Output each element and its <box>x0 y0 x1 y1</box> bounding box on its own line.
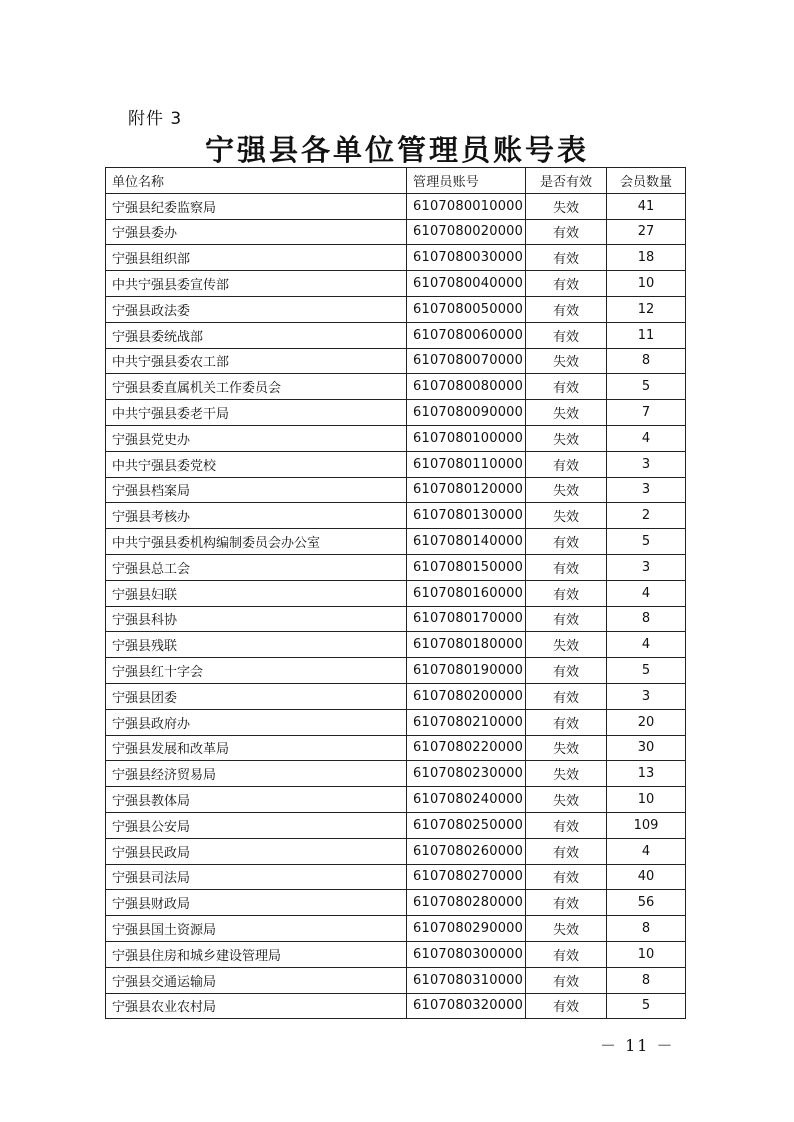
cell-member-count: 3 <box>607 477 686 503</box>
cell-unit-name: 宁强县红十字会 <box>106 658 407 684</box>
table-row <box>106 967 686 993</box>
cell-validity: 有效 <box>526 219 607 245</box>
cell-member-count: 10 <box>607 271 686 297</box>
cell-validity: 有效 <box>526 838 607 864</box>
cell-admin-account: 6107080130000 <box>407 503 526 529</box>
accounts-table <box>105 167 686 1019</box>
cell-validity: 失效 <box>526 761 607 787</box>
cell-validity: 有效 <box>526 890 607 916</box>
cell-validity: 失效 <box>526 632 607 658</box>
cell-member-count: 4 <box>607 838 686 864</box>
table-row <box>106 787 686 813</box>
cell-admin-account: 6107080200000 <box>407 683 526 709</box>
cell-unit-name: 宁强县考核办 <box>106 503 407 529</box>
cell-unit-name: 宁强县国土资源局 <box>106 916 407 942</box>
cell-validity: 有效 <box>526 993 607 1019</box>
cell-member-count: 8 <box>607 967 686 993</box>
cell-member-count: 5 <box>607 374 686 400</box>
cell-unit-name: 宁强县团委 <box>106 683 407 709</box>
table-row <box>106 890 686 916</box>
cell-admin-account: 6107080060000 <box>407 322 526 348</box>
table-row <box>106 735 686 761</box>
column-header-unit-name: 单位名称 <box>106 168 407 194</box>
cell-unit-name: 宁强县经济贸易局 <box>106 761 407 787</box>
cell-validity: 有效 <box>526 529 607 555</box>
cell-unit-name: 中共宁强县委农工部 <box>106 348 407 374</box>
cell-validity: 有效 <box>526 658 607 684</box>
table-row <box>106 271 686 297</box>
cell-member-count: 4 <box>607 425 686 451</box>
column-header-account: 管理员账号 <box>407 168 526 194</box>
table-row <box>106 632 686 658</box>
cell-member-count: 8 <box>607 348 686 374</box>
cell-admin-account: 6107080030000 <box>407 245 526 271</box>
cell-validity: 有效 <box>526 580 607 606</box>
cell-validity: 有效 <box>526 683 607 709</box>
table-row <box>106 838 686 864</box>
cell-member-count: 7 <box>607 400 686 426</box>
cell-member-count: 18 <box>607 245 686 271</box>
cell-unit-name: 宁强县政府办 <box>106 709 407 735</box>
cell-member-count: 109 <box>607 812 686 838</box>
table-row <box>106 683 686 709</box>
table-row <box>106 400 686 426</box>
table-row <box>106 606 686 632</box>
cell-member-count: 11 <box>607 322 686 348</box>
cell-member-count: 5 <box>607 993 686 1019</box>
cell-validity: 有效 <box>526 451 607 477</box>
table-row <box>106 193 686 219</box>
cell-admin-account: 6107080080000 <box>407 374 526 400</box>
cell-unit-name: 宁强县科协 <box>106 606 407 632</box>
table-row <box>106 322 686 348</box>
cell-member-count: 41 <box>607 193 686 219</box>
cell-unit-name: 宁强县委统战部 <box>106 322 407 348</box>
cell-unit-name: 宁强县民政局 <box>106 838 407 864</box>
cell-unit-name: 宁强县农业农村局 <box>106 993 407 1019</box>
cell-admin-account: 6107080220000 <box>407 735 526 761</box>
cell-unit-name: 宁强县司法局 <box>106 864 407 890</box>
cell-unit-name: 宁强县委直属机关工作委员会 <box>106 374 407 400</box>
table-body <box>106 193 686 1019</box>
cell-admin-account: 6107080140000 <box>407 529 526 555</box>
table-row <box>106 348 686 374</box>
cell-admin-account: 6107080250000 <box>407 812 526 838</box>
cell-unit-name: 宁强县教体局 <box>106 787 407 813</box>
cell-admin-account: 6107080180000 <box>407 632 526 658</box>
cell-validity: 有效 <box>526 271 607 297</box>
cell-member-count: 30 <box>607 735 686 761</box>
table-row <box>106 529 686 555</box>
cell-unit-name: 宁强县纪委监察局 <box>106 193 407 219</box>
cell-admin-account: 6107080150000 <box>407 554 526 580</box>
cell-admin-account: 6107080100000 <box>407 425 526 451</box>
cell-unit-name: 宁强县总工会 <box>106 554 407 580</box>
table-row <box>106 993 686 1019</box>
cell-validity: 失效 <box>526 477 607 503</box>
column-header-member-count: 会员数量 <box>607 168 686 194</box>
cell-unit-name: 宁强县政法委 <box>106 296 407 322</box>
cell-admin-account: 6107080190000 <box>407 658 526 684</box>
cell-unit-name: 宁强县财政局 <box>106 890 407 916</box>
cell-admin-account: 6107080270000 <box>407 864 526 890</box>
cell-unit-name: 宁强县住房和城乡建设管理局 <box>106 941 407 967</box>
cell-unit-name: 宁强县妇联 <box>106 580 407 606</box>
cell-unit-name: 宁强县发展和改革局 <box>106 735 407 761</box>
cell-member-count: 13 <box>607 761 686 787</box>
table-row <box>106 245 686 271</box>
cell-admin-account: 6107080280000 <box>407 890 526 916</box>
cell-validity: 有效 <box>526 245 607 271</box>
table-row <box>106 580 686 606</box>
table-row <box>106 941 686 967</box>
cell-member-count: 3 <box>607 451 686 477</box>
cell-unit-name: 中共宁强县委宣传部 <box>106 271 407 297</box>
cell-validity: 失效 <box>526 787 607 813</box>
cell-validity: 有效 <box>526 606 607 632</box>
cell-validity: 有效 <box>526 322 607 348</box>
cell-unit-name: 中共宁强县委机构编制委员会办公室 <box>106 529 407 555</box>
cell-admin-account: 6107080070000 <box>407 348 526 374</box>
column-header-validity: 是否有效 <box>526 168 607 194</box>
cell-validity: 失效 <box>526 348 607 374</box>
cell-admin-account: 6107080290000 <box>407 916 526 942</box>
cell-member-count: 56 <box>607 890 686 916</box>
cell-member-count: 10 <box>607 941 686 967</box>
cell-admin-account: 6107080050000 <box>407 296 526 322</box>
cell-validity: 有效 <box>526 296 607 322</box>
cell-unit-name: 宁强县党史办 <box>106 425 407 451</box>
cell-admin-account: 6107080160000 <box>407 580 526 606</box>
table-row <box>106 374 686 400</box>
cell-validity: 失效 <box>526 916 607 942</box>
cell-admin-account: 6107080110000 <box>407 451 526 477</box>
cell-member-count: 3 <box>607 683 686 709</box>
cell-validity: 失效 <box>526 193 607 219</box>
table-row <box>106 296 686 322</box>
cell-admin-account: 6107080120000 <box>407 477 526 503</box>
table-row <box>106 709 686 735</box>
cell-member-count: 5 <box>607 529 686 555</box>
cell-member-count: 3 <box>607 554 686 580</box>
table-row <box>106 451 686 477</box>
cell-member-count: 27 <box>607 219 686 245</box>
cell-member-count: 12 <box>607 296 686 322</box>
cell-validity: 有效 <box>526 967 607 993</box>
cell-member-count: 10 <box>607 787 686 813</box>
table-row <box>106 658 686 684</box>
table-row <box>106 554 686 580</box>
cell-validity: 失效 <box>526 425 607 451</box>
page-title: 宁强县各单位管理员账号表 <box>204 133 589 167</box>
attachment-label: 附件 3 <box>128 109 183 129</box>
cell-validity: 有效 <box>526 864 607 890</box>
table-row <box>106 425 686 451</box>
cell-member-count: 4 <box>607 632 686 658</box>
cell-member-count: 2 <box>607 503 686 529</box>
table-row <box>106 761 686 787</box>
cell-admin-account: 6107080240000 <box>407 787 526 813</box>
table-row <box>106 219 686 245</box>
table-row <box>106 812 686 838</box>
cell-member-count: 40 <box>607 864 686 890</box>
cell-member-count: 4 <box>607 580 686 606</box>
cell-admin-account: 6107080170000 <box>407 606 526 632</box>
cell-validity: 有效 <box>526 709 607 735</box>
cell-admin-account: 6107080090000 <box>407 400 526 426</box>
cell-admin-account: 6107080310000 <box>407 967 526 993</box>
cell-validity: 失效 <box>526 400 607 426</box>
page-number: － 11 － <box>600 1036 675 1055</box>
cell-unit-name: 宁强县公安局 <box>106 812 407 838</box>
table-row <box>106 864 686 890</box>
table-row <box>106 477 686 503</box>
cell-unit-name: 中共宁强县委老干局 <box>106 400 407 426</box>
cell-unit-name: 宁强县交通运输局 <box>106 967 407 993</box>
cell-unit-name: 宁强县残联 <box>106 632 407 658</box>
table-row <box>106 503 686 529</box>
cell-member-count: 8 <box>607 606 686 632</box>
cell-admin-account: 6107080210000 <box>407 709 526 735</box>
cell-validity: 失效 <box>526 735 607 761</box>
cell-validity: 失效 <box>526 503 607 529</box>
cell-admin-account: 6107080040000 <box>407 271 526 297</box>
cell-validity: 有效 <box>526 554 607 580</box>
cell-unit-name: 宁强县档案局 <box>106 477 407 503</box>
cell-unit-name: 宁强县委办 <box>106 219 407 245</box>
table-row <box>106 916 686 942</box>
cell-member-count: 20 <box>607 709 686 735</box>
cell-admin-account: 6107080300000 <box>407 941 526 967</box>
table-header-row <box>106 168 686 194</box>
cell-unit-name: 宁强县组织部 <box>106 245 407 271</box>
cell-member-count: 8 <box>607 916 686 942</box>
cell-admin-account: 6107080010000 <box>407 193 526 219</box>
cell-admin-account: 6107080260000 <box>407 838 526 864</box>
cell-unit-name: 中共宁强县委党校 <box>106 451 407 477</box>
cell-validity: 有效 <box>526 941 607 967</box>
cell-admin-account: 6107080320000 <box>407 993 526 1019</box>
cell-admin-account: 6107080230000 <box>407 761 526 787</box>
cell-admin-account: 6107080020000 <box>407 219 526 245</box>
cell-member-count: 5 <box>607 658 686 684</box>
cell-validity: 有效 <box>526 812 607 838</box>
cell-validity: 有效 <box>526 374 607 400</box>
